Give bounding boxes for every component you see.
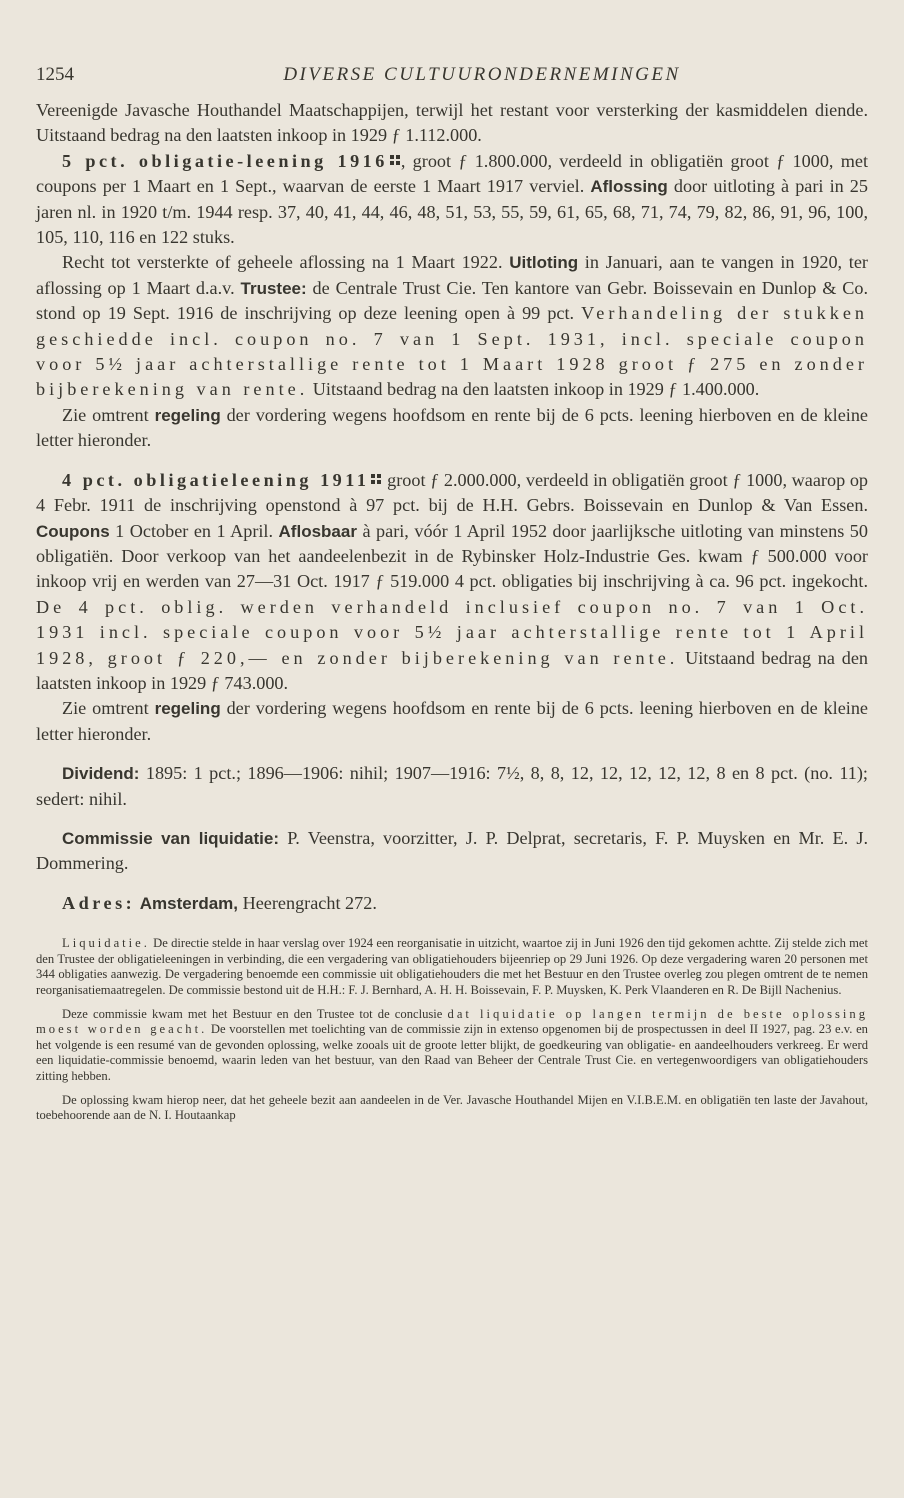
term-aflossing: Aflossing [590,177,668,197]
paragraph-text: de Centrale Trust Cie. Ten kantore van Gebr. Boissevain en Dunlop & Co. stond op 19 Sept. 1916 de inschrijving op deze leening open à 99 pct. [36,277,868,324]
term-aflosbaar: Aflosbaar [278,521,357,541]
small-paragraph-conclusie [36,1007,868,1085]
paragraph-text: der vordering wegens hoofdsom en rente bij de 6 pcts. leening hierboven en de kleine letter hieronder. [36,404,868,451]
paragraph-text: à pari, vóór 1 April 1952 door jaarlijksche uitloting van minstens 50 obligatiën. Door verkoop van het aandeelenbezit in de Rybinsker Holz-Industrie Ges. kwam ƒ 500.000 voor inkoop vrij en werden van 27—31 Oct. 1917 ƒ 519.000 4 pct. obligaties bij inschrijving à ca. 96 pct. ingekocht. [36,520,868,592]
paragraph-adres [36,891,868,916]
paragraph-4pct-loan [36,468,868,697]
small-text: De directie stelde in haar verslag over 1924 een reorganisatie in uitzicht, waartoe zij in Juni 1926 den tijd gekomen achtte. Zij stelde zich met den Trustee der obligatieleeningen in verbinding, die een vergadering van obligatiehouders bijeenriep op 29 Juni 1926. Op deze vergadering waren 20 personen met 344 obligaties aanwezig. De vergadering benoemde een commissie uit obligatiehouders die met het Bestuur en den Trustee overleg zou plegen omtrent de te nemen reorganisatiemaatregelen. De commissie bestond uit de H.H.: F. J. Bernhard, A. H. H. Boissevain, F. P. Muysken, K. Perk Vlaanderen en R. De Bijll Nachenius. [36,936,868,997]
small-text: De voorstellen met toelichting van de commissie zijn in extenso opgenomen bij de prospectussen in deel II 1927, pag. 23 e.v. en het volgende is een resumé van de gevonden oplossing, welke zooals uit de groote letter blijkt, de goedkeuring van obligatie- en aandeelhouders verkreeg. Er werd een liquidatie-commissie benoemd, waarin leden van het bestuur, van den Raad van Beheer der Centrale Trust Cie. en vertegenwoordigers van obligatiehouders zitting hebben. [36,1022,868,1083]
main-text [36,98,868,916]
running-head [36,60,868,90]
small-text: De oplossing kwam hierop neer, dat het geheele bezit aan aandeelen in de Ver. Javasche Houthandel Mijen en V.I.B.E.M. en obligatiën ten laste der Javahout, toebehoorende aan de N. I. Houtaankap [36,1092,868,1123]
paragraph-5pct-loan [36,149,868,251]
paragraph-continuation [36,98,868,149]
page-number: 1254 [36,64,74,85]
running-title: DIVERSE CULTUURONDERNEMINGEN [283,64,681,85]
small-text: Deze commissie kwam met het Bestuur en den Trustee tot de conclusie [62,1006,448,1021]
reference-mark-icon [371,474,382,485]
paragraph-text: Uitstaand bedrag na den laatsten inkoop in 1929 ƒ 1.400.000. [308,379,760,400]
reference-mark-icon [390,155,401,166]
paragraph-text: P. Veenstra, voorzitter, J. P. Delprat, secretaris, F. P. Muysken en Mr. E. J. Dommering. [36,827,868,874]
paragraph-text: , groot ƒ 1.800.000, verdeeld in obligatiën groot ƒ 1000, met coupons per 1 Maart en 1 Sept., waarvan de eerste 1 Maart 1917 verviel. [36,150,869,197]
term-adres: Adres: [62,892,136,913]
paragraph-text: Zie omtrent [62,404,155,425]
small-paragraph-oplossing [36,1093,868,1124]
paragraph-text: Heerengracht 272. [238,892,377,913]
paragraph-text: door uitloting à pari in 25 jaren nl. in 1920 t/m. 1944 resp. 37, 40, 41, 44, 46, 48, 51, 53, 55, 59, 61, 65, 68, 71, 74, 79, 82, 86, 91, 96, 100, 105, 110, 116 en 122 stuks. [36,176,868,248]
small-paragraph-liquidatie [36,936,868,998]
paragraph-text: 1895: 1 pct.; 1896—1906: nihil; 1907—1916: 7½, 8, 8, 12, 12, 12, 12, 12, 8 en 8 pct. (no. 11); sedert: nihil. [36,763,868,809]
term-dividend: Dividend: [62,764,140,784]
loan-heading-1911: 4 pct. obligatieleening 1911 [62,469,370,490]
term-uitloting: Uitloting [509,253,579,273]
spaced-text: De 4 pct. oblig. werden verhandeld inclusief coupon no. 7 van 1 Oct. 1931 incl. speciale coupon voor 5½ jaar achterstallige rente tot 1 April 1928, groot ƒ 220,— en zonder bijberekening van rente. [36,596,868,668]
paragraph-text: Zie omtrent [62,698,155,719]
spaced-text: dat liquidatie op langen termijn de beste oplossing moest worden geacht. [36,1006,869,1037]
paragraph-text: groot ƒ 2.000.000, verdeeld in obligatiën groot ƒ 1000, waarop op 4 Febr. 1911 de inschrijving openstond à 97 pct. bij de H.H. Gebrs. Boissevain en Dunlop & Van Essen. [36,469,869,516]
loan-heading-1916: 5 pct. obligatie-leening 1916 [62,150,388,171]
term-regeling: regeling [154,405,221,425]
paragraph-regeling [36,403,868,454]
small-print [36,936,868,1124]
paragraph-text: 1 October en 1 April. [109,520,279,541]
paragraph-text: Vereenigde Javasche Houthandel Maatschappijen, terwijl het restant voor versterking der kasmiddelen diende. Uitstaand bedrag na den laatsten inkoop in 1929 ƒ 1.112.000. [36,100,868,146]
paragraph-text: der vordering wegens hoofdsom en rente bij de 6 pcts. leening hierboven en de kleine letter hieronder. [36,698,868,744]
paragraph-text: in Januari, aan te vangen in 1920, ter aflossing op 1 Maart d.a.v. [36,252,868,298]
paragraph-text: Recht tot versterkte of geheele aflossing na 1 Maart 1922. [62,252,510,273]
term-regeling: regeling [154,699,221,719]
term-commissie: Commissie van liquidatie: [62,828,280,848]
paragraph-dividend [36,761,868,812]
spaced-text: Verhandeling der stukken geschiedde incl. coupon no. 7 van 1 Sept. 1931, incl. speciale coupon voor 5½ jaar achterstallige rente tot 1 Maart 1928 groot ƒ 275 en zonder bijberekening van rente. [36,303,868,400]
paragraph-text: Uitstaand bedrag na den laatsten inkoop in 1929 ƒ 743.000. [36,647,868,693]
paragraph-uitloting [36,250,868,402]
paragraph-commissie [36,826,868,877]
term-coupons: Coupons [36,521,110,541]
address-city: Amsterdam, [139,893,239,913]
paragraph-regeling [36,696,868,747]
term-trustee: Trustee: [240,278,307,298]
term-liquidatie: Liquidatie. [62,936,150,951]
